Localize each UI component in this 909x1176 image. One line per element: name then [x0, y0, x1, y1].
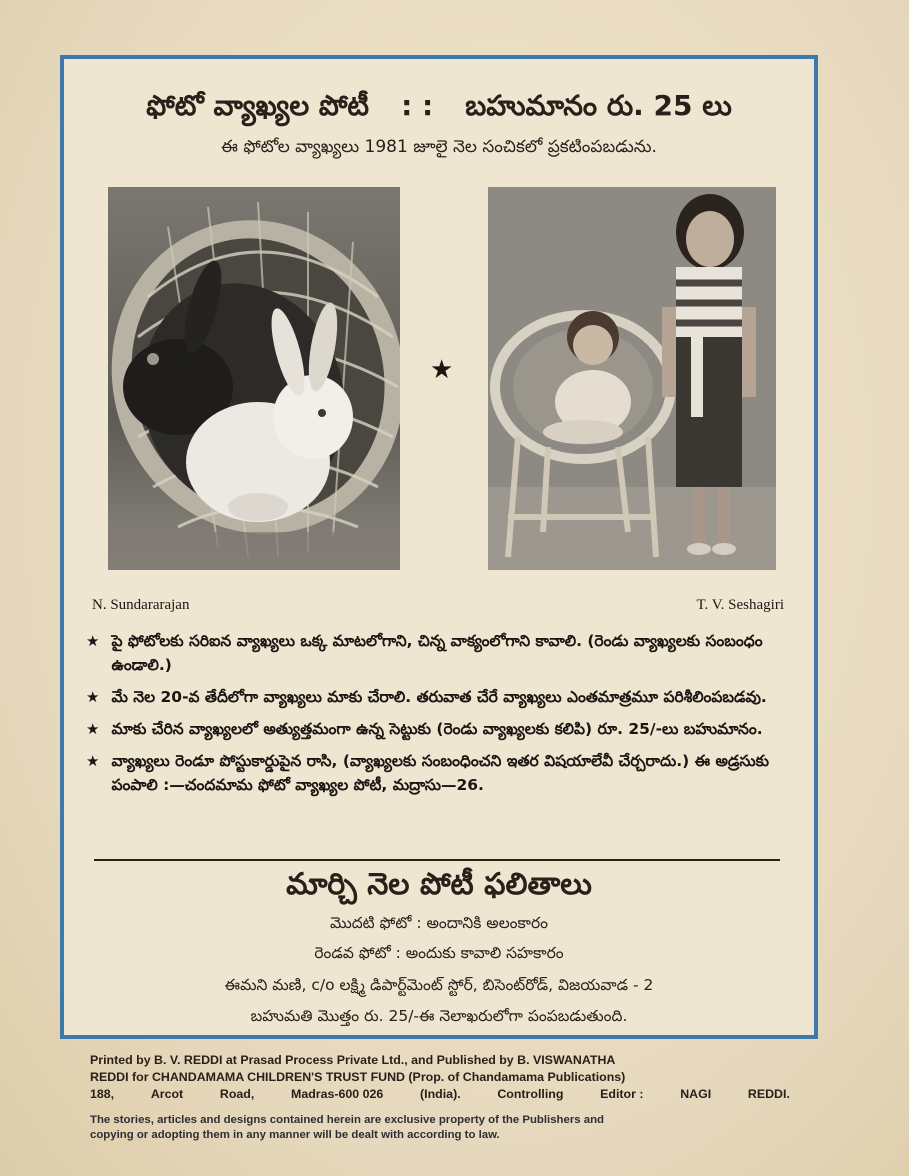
contest-subtitle: ఈ ఫోటోల వ్యాఖ్యలు 1981 జూలై నెల సంచికలో ప్రకటింపబడును. — [221, 137, 657, 157]
imprint-word: 188, — [90, 1087, 115, 1101]
imprint-word: Madras-600 026 — [291, 1087, 384, 1101]
copyright-notice — [90, 1113, 790, 1143]
imprint-word: NAGI — [680, 1087, 712, 1101]
copyright-line-1: The stories, articles and designs contained herein are exclusive property of the Publishers and — [90, 1114, 605, 1126]
right-photo-credit: T. V. Seshagiri — [696, 597, 784, 613]
rabbit-photo — [108, 187, 400, 570]
imprint-word: (India). — [420, 1087, 461, 1101]
first-photo-result: మొదటి ఫోటో : అందానికి అలంకారం — [329, 914, 549, 932]
star-bullet-icon: ★ — [86, 688, 100, 706]
rule-item — [86, 685, 794, 709]
imprint-word: REDDI. — [747, 1087, 790, 1101]
rule-text: పై ఫోటోలకు సరిఐన వ్యాఖ్యలు ఒక్క మాటలోగాని, చిన్న వాక్యంలోగాని కావాలి. (రెండు వ్యాఖ్యలకు సంబంధం ఉండాలి.) — [111, 632, 763, 674]
contest-panel — [60, 55, 818, 1039]
left-photo-credit: N. Sundararajan — [92, 597, 190, 613]
rule-text: వ్యాఖ్యలు రెండూ పోస్టుకార్డుపైన రాసి, (వ్యాఖ్యలకు సంబంధించని ఇతర విషయాలేవీ చేర్చరాదు.) ఈ అడ్రసుకు పంపాలి :—చందమామ ఫోటో వ్యాఖ్యల పోటీ, మద్రాసు—26. — [111, 752, 770, 794]
rule-text: మాకు చేరిన వ్యాఖ్యలలో అత్యుత్తమంగా ఉన్న సెట్టుకు (రెండు వ్యాఖ్యలకు కలిపి) రూ. 25/-లు బహుమానం. — [111, 720, 763, 738]
results-title: మార్చి నెల పోటీ ఫలితాలు — [286, 867, 592, 902]
imprint-line-1: Printed by B. V. REDDI at Prasad Process Private Ltd., and Published by B. VISWANATHA — [90, 1053, 616, 1067]
star-bullet-icon: ★ — [86, 752, 100, 770]
rule-item — [86, 629, 794, 677]
children-photo — [488, 187, 776, 570]
rule-item — [86, 717, 794, 741]
imprint-word: Arcot — [150, 1087, 184, 1101]
prize-note: బహుమతి మొత్తం రు. 25/-ఈ నెలాఖరులోగా పంపబడుతుంది. — [250, 1007, 628, 1025]
center-star-icon: ★ — [430, 355, 454, 385]
copyright-line-2: copying or adopting them in any manner will be dealt with according to law. — [90, 1129, 500, 1141]
star-bullet-icon: ★ — [86, 632, 100, 650]
section-divider — [94, 859, 780, 861]
second-photo-result: రెండవ ఫోటో : అందుకు కావాలి సహకారం — [314, 944, 564, 962]
header-separator: : : — [401, 89, 434, 122]
contest-header — [64, 89, 814, 129]
imprint-word: Editor : — [600, 1087, 644, 1101]
imprint-line-2: REDDI for CHANDAMAMA CHILDREN'S TRUST FUND (Prop. of Chandamama Publications) — [90, 1070, 626, 1084]
winner-address: ఈమని మణి, c/o లక్ష్మి డిపార్ట్‌మెంట్ స్టోర్, బిసెంట్‌రోడ్, విజయవాడ - 2 — [224, 976, 654, 994]
imprint-footer — [90, 1052, 790, 1143]
imprint-word: Controlling — [497, 1087, 564, 1101]
imprint-word: Road, — [219, 1087, 255, 1101]
rule-item — [86, 749, 794, 797]
contest-rules — [86, 629, 794, 805]
imprint-line-3 — [90, 1086, 790, 1103]
prize-amount: బహుమానం రు. 25 లు — [465, 89, 732, 122]
star-bullet-icon: ★ — [86, 720, 100, 738]
rule-text: మే నెల 20-వ తేదీలోగా వ్యాఖ్యలు మాకు చేరాలి. తరువాత చేరే వ్యాఖ్యలు ఎంతమాత్రమూ పరిశీలింపబడవు. — [111, 688, 767, 706]
contest-title: ఫోటో వ్యాఖ్యల పోటీ — [146, 89, 370, 122]
